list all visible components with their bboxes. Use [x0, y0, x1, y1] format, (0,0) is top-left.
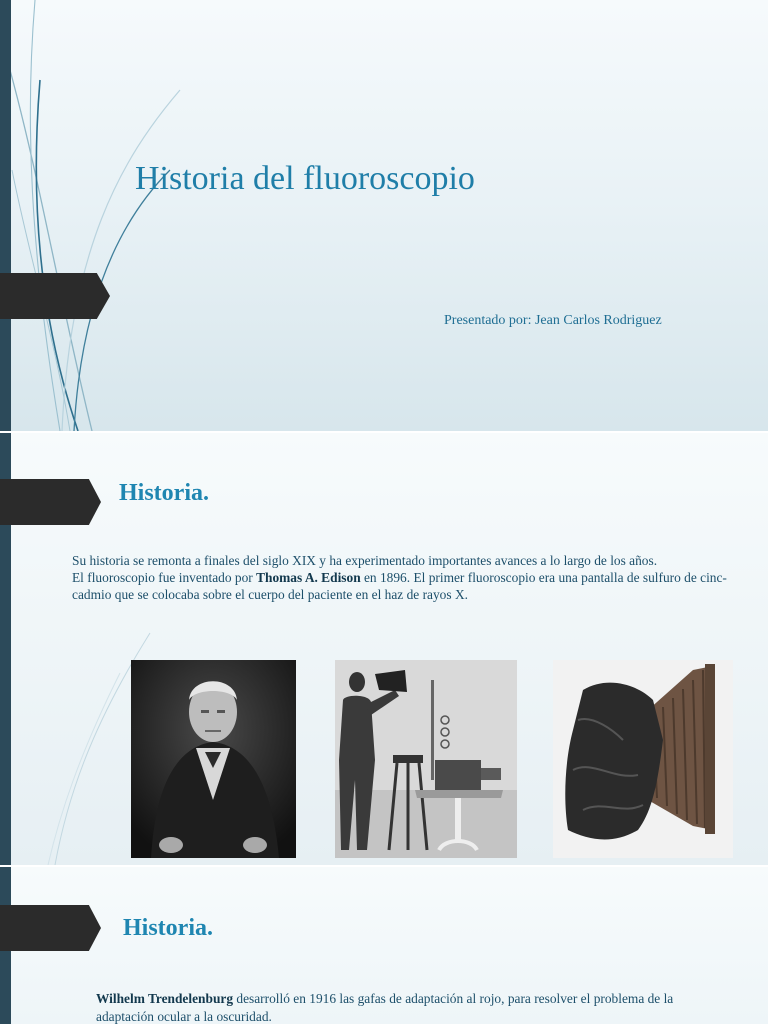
edison-name: Thomas A. Edison	[256, 570, 361, 585]
trendelenburg-name: Wilhelm Trendelenburg	[96, 991, 234, 1006]
history-paragraph	[72, 552, 752, 603]
title-slide	[0, 0, 768, 431]
section-heading: Historia.	[119, 480, 209, 506]
history-sentence-1: Su historia se remonta a finales del siglo XIX y ha experimentado importantes avances a lo largo de los años.	[72, 553, 658, 568]
arrow-tab-shape	[0, 273, 110, 319]
decorative-curves	[0, 0, 200, 431]
trendelenburg-paragraph	[96, 990, 726, 1024]
presentation-title: Historia del fluoroscopio	[135, 160, 475, 197]
fluoroscope-demonstration-photo	[335, 660, 517, 858]
history-sentence-2-start: El fluoroscopio fue inventado por	[72, 570, 257, 585]
trendelenburg-description: desarrolló en 1916 las gafas de adaptación al rojo, para resolver el problema de la adaptación ocular a la oscuridad.	[96, 991, 674, 1024]
left-sidebar-strip	[0, 0, 11, 431]
history-slide-1	[0, 433, 768, 865]
section-heading: Historia.	[123, 915, 213, 941]
presenter-credit: Presentado por: Jean Carlos Rodriguez	[444, 313, 662, 328]
portrait-photo	[131, 660, 296, 858]
antique-fluoroscope-photo	[553, 660, 733, 858]
arrow-tab-shape	[0, 905, 101, 951]
history-slide-2	[0, 867, 768, 1024]
history-sentence-2-end: en 1896. El primer fluoroscopio era una pantalla de sulfuro de cinc-cadmio que se colocaba sobre el cuerpo del paciente en el haz de rayos X.	[72, 570, 727, 602]
arrow-tab-shape	[0, 479, 101, 525]
